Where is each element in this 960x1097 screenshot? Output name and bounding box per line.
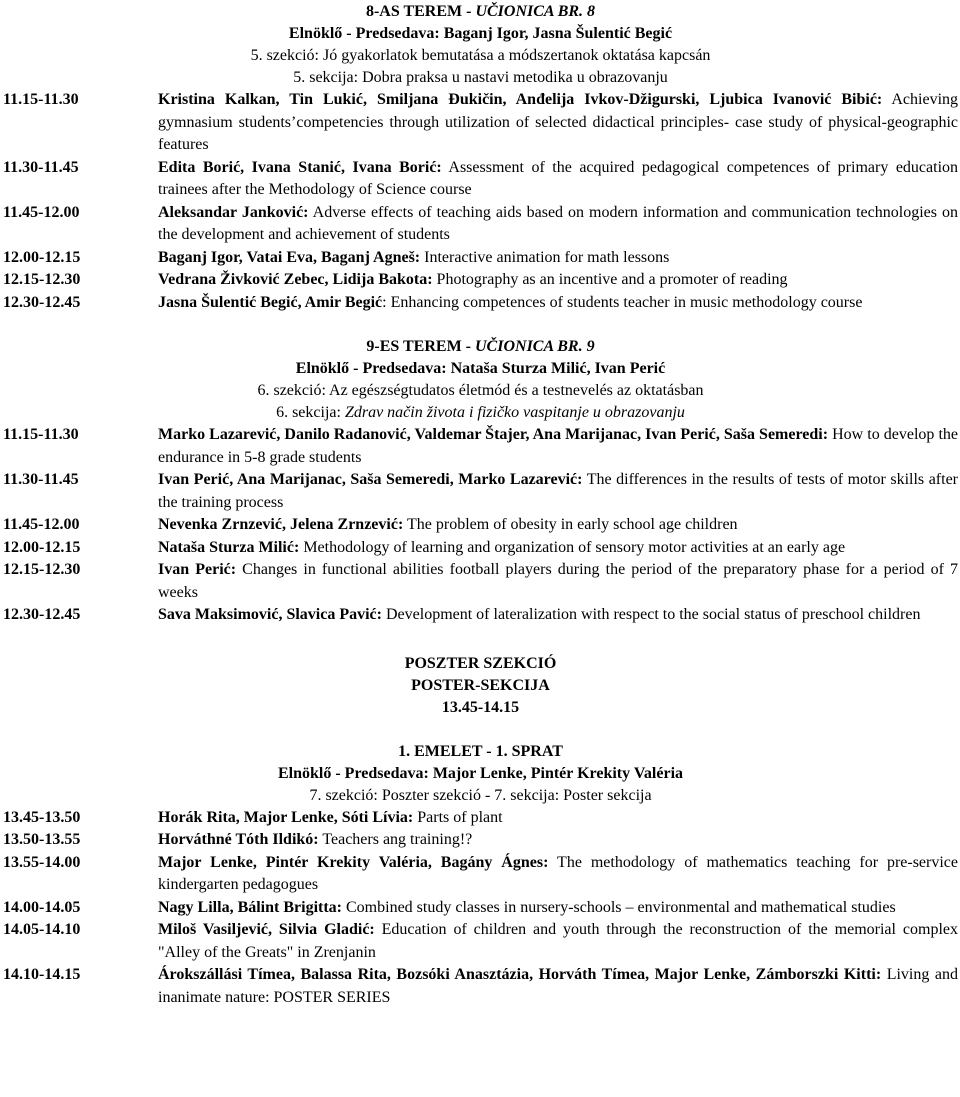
poster-title-sr: POSTER-SEKCIJA — [411, 676, 550, 694]
schedule-row: 11.45-12.00 Nevenka Zrnzević, Jelena Zrnzević: The problem of obesity in early school age children — [3, 516, 738, 533]
schedule-row: 11.45-12.00 Aleksandar Janković: Adverse effects of teaching aids based on modern information and communication technologies on the development and achievement of students — [3, 203, 958, 243]
schedule-row: 14.00-14.05 Nagy Lilla, Bálint Brigitta: Combined study classes in nursery-schools – environmental and mathematical studies — [3, 898, 896, 916]
schedule-row: 11.15-11.30 Marko Lazarević, Danilo Radanović, Valdemar Štajer, Ana Marijanac, Ivan Perić, Saša Semeredi: How to develop the endurance in 5-8 grade students — [3, 426, 959, 466]
room9-title: 9-ES TEREM - UČIONICA BR. 9 — [366, 338, 595, 355]
room9-chair: Elnöklő - Predsedava: Nataša Sturza Milić, Ivan Perić — [295, 360, 666, 377]
poster-floor: 1. EMELET - 1. SPRAT — [398, 742, 563, 760]
schedule-row: 11.15-11.30 Kristina Kalkan, Tin Lukić, Smiljana Đukičin, Anđelija Ivkov-Džigurski, Ljubica Ivanović Bibić: Achieving gymnasium students’competencies through utilization of selected didactical principles- case study of physical-geographic features — [3, 91, 959, 153]
poster-section: 7. szekció: Poszter szekció - 7. sekcija: Poster sekcija — [309, 786, 652, 804]
spacer — [3, 314, 958, 336]
schedule-row: 14.10-14.15 Árokszállási Tímea, Balassa Rita, Bozsóki Anasztázia, Horváth Tímea, Major Lenke, Zámborszki Kitti: Living and inanimate nature: POSTER SERIES — [3, 966, 958, 1006]
schedule-row: 12.30-12.45 Jasna Šulentić Begić, Amir Begić: Enhancing competences of students teacher in music methodology course — [3, 293, 863, 311]
schedule-row: 11.30-11.45 Ivan Perić, Ana Marijanac, Saša Semeredi, Marko Lazarević: The differences in the results of tests of motor skills after the training process — [3, 471, 959, 511]
room8-header — [3, 0, 958, 89]
schedule-row: 11.30-11.45 Edita Borić, Ivana Stanić, Ivana Borić: Assessment of the acquired pedagogical competences of primary education trainees after the Methodology of Science course — [3, 158, 959, 198]
room9-schedule — [3, 424, 958, 627]
schedule-row: 12.15-12.30 Ivan Perić: Changes in functional abilities football players during the period of the preparatory phase for a period of 7 weeks — [3, 561, 958, 601]
room8-section-hu: 5. szekció: Jó gyakorlatok bemutatása a módszertanok oktatása kapcsán — [250, 47, 711, 64]
poster-title-hu: POSZTER SZEKCIÓ — [404, 654, 557, 672]
spacer — [3, 627, 958, 653]
schedule-row: 12.00-12.15 Nataša Sturza Milić: Methodology of learning and organization of sensory motor activities at an early age — [3, 538, 846, 556]
schedule-row: 13.45-13.50 Horák Rita, Major Lenke, Sóti Lívia: Parts of plant — [3, 808, 503, 826]
poster-header — [3, 653, 958, 807]
schedule-row: 12.15-12.30 Vedrana Živković Zebec, Lidija Bakota: Photography as an incentive and a promoter of reading — [3, 271, 788, 288]
schedule-row: 13.50-13.55 Horváthné Tóth Ildikó: Teachers ang training!? — [3, 831, 473, 848]
schedule-row: 14.05-14.10 Miloš Vasiljević, Silvia Gladić: Education of children and youth through the reconstruction of the memorial complex "Alley of the Greats" in Zrenjanin — [3, 921, 958, 961]
room8-section-sr: 5. sekcija: Dobra praksa u nastavi metodika u obrazovanju — [293, 69, 668, 86]
schedule-row: 13.55-14.00 Major Lenke, Pintér Krekity Valéria, Bagány Ágnes: The methodology of mathematics teaching for pre-service kindergarten pedagogues — [3, 853, 959, 893]
poster-schedule — [3, 807, 958, 1010]
schedule-row: 12.00-12.15 Baganj Igor, Vatai Eva, Baganj Agneš: Interactive animation for math lessons — [3, 248, 670, 266]
room9-section-sr: 6. sekcija: Zdrav način života i fizičko vaspitanje u obrazovanju — [276, 404, 685, 421]
room8-chair: Elnöklő - Predsedava: Baganj Igor, Jasna Šulentić Begić — [288, 25, 673, 42]
schedule-row: 12.30-12.45 Sava Maksimović, Slavica Pavić: Development of lateralization with respect to the social status of preschool children — [3, 606, 921, 623]
spacer — [3, 719, 958, 741]
room8-schedule — [3, 89, 958, 314]
poster-chair: Elnöklő - Predsedava: Major Lenke, Pintér Krekity Valéria — [277, 764, 684, 782]
room9-header — [3, 336, 958, 424]
room8-title: 8-AS TEREM - UČIONICA BR. 8 — [365, 3, 596, 20]
room9-section-hu: 6. szekció: Az egészségtudatos életmód és a testnevelés az oktatásban — [257, 382, 704, 399]
poster-time: 13.45-14.15 — [441, 698, 520, 716]
